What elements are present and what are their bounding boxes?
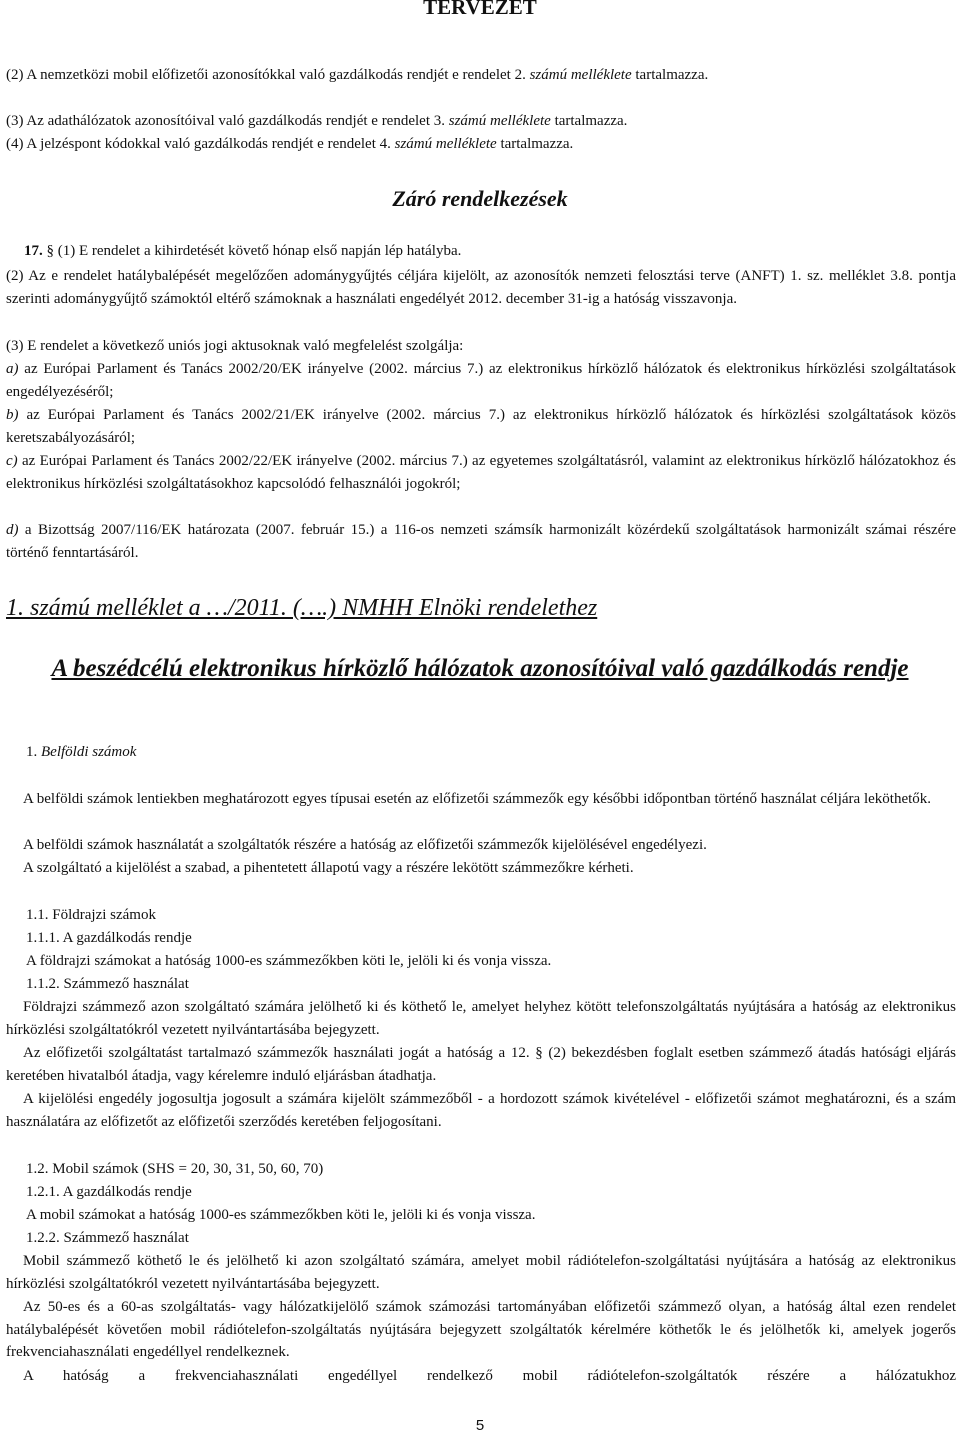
- section-1-paragraph-3: A szolgáltató a kijelölést a szabad, a pihentetett állapotú vagy a részére lekötött számmezőkre kérheti.: [23, 860, 634, 876]
- section-1-1-1-text: A földrajzi számokat a hatóság 1000-es számmezőkben köti le, jelöli ki és vonja vissza.: [26, 953, 552, 969]
- section-17-paragraph-3: (3) E rendelet a következő uniós jogi aktusoknak való megfelelést szolgálja:: [6, 338, 464, 354]
- closing-provisions-heading: Záró rendelkezések: [392, 186, 568, 211]
- section-1-paragraph-2: A belföldi számok használatát a szolgáltatók részére a hatóság az előfizetői számmezők kijelölésével engedélyezi.: [23, 837, 707, 853]
- directive-a: a) az Európai Parlament és Tanács 2002/20/EK irányelve (2002. március 7.) az elektronikus hírközlő hálózatok és elektronikus hírközlési szolgáltatások engedélyezéséről;: [6, 361, 956, 400]
- annex-title: 1. számú melléklet a …/2011. (….) NMHH Elnöki rendelethez: [6, 595, 598, 621]
- section-1-2-1-title: 1.2.1. A gazdálkodás rendje: [26, 1184, 192, 1200]
- section-1-1-2-paragraph-2: Az előfizetői szolgáltatást tartalmazó számmezők használati jogát a hatóság a 12. § (2) bekezdésben foglalt esetben számmező átadás hatósági eljárás keretében hivatalból átadja, vagy kérelemre induló eljárásban átadhatja.: [6, 1045, 956, 1084]
- section-1-2-2-paragraph-2: Az 50-es és a 60-as szolgáltatás- vagy hálózatkijelölő számok számozási tartományában előfizetői számmező olyan, a hatóság által ezen rendelet hatálybalépését követően mobil rádiótelefon-szolgáltatás nyújtására bejegyzett szolgáltatók kérelmére köthetők le és jelölhetők ki, amelyek jogerős frekvenciahasználati engedéllyel rendelkeznek.: [6, 1299, 956, 1360]
- section-1-2-1-text: A mobil számokat a hatóság 1000-es számmezőkben köti le, jelöli ki és vonja vissza.: [26, 1207, 536, 1223]
- section-1-2-2-paragraph-3: A hatóság a frekvenciahasználati engedéllyel rendelkező mobil rádiótelefon-szolgáltatók részére a hálózatukhoz: [23, 1368, 956, 1384]
- section-1-1-1-title: 1.1.1. A gazdálkodás rendje: [26, 930, 192, 946]
- directive-c: c) az Európai Parlament és Tanács 2002/22/EK irányelve (2002. március 7.) az egyetemes szolgáltatásról, valamint az elektronikus hírközlő hálózatokhoz és elektronikus hírközlési szolgáltatásokhoz kapcsolódó felhasználói jogokról;: [6, 453, 956, 492]
- section-17-paragraph-2: (2) Az e rendelet hatálybalépését megelőzően adománygyűjtés céljára kijelölt, az azonosítók nemzeti felosztási terve (ANFT) 1. sz. melléklet 3.8. pontja szerinti adománygyűjtő számoktól eltérő számoknak a használati engedélyét 2012. december 31-ig a hatóság visszavonja.: [6, 268, 956, 307]
- paragraph-4: (4) A jelzéspont kódokkal való gazdálkodás rendjét e rendelet 4. számú melléklete tartalmazza.: [6, 136, 574, 152]
- paragraph-3: (3) Az adathálózatok azonosítóival való gazdálkodás rendjét e rendelet 3. számú melléklete tartalmazza.: [6, 113, 628, 129]
- directive-b: b) az Európai Parlament és Tanács 2002/21/EK irányelve (2002. március 7.) az elektronikus hírközlő hálózatok és hírközlési szolgáltatások közös keretszabályozásáról;: [6, 407, 956, 446]
- section-1-paragraph-1: A belföldi számok lentiekben meghatározott egyes típusai esetén az előfizetői számmezők egy későbbi időpontban történő használat céljára leköthetők.: [23, 791, 932, 807]
- draft-header: TERVEZET: [423, 0, 537, 19]
- section-1-1-2-title: 1.1.2. Számmező használat: [26, 976, 189, 992]
- paragraph-2: (2) A nemzetközi mobil előfizetői azonosítókkal való gazdálkodás rendjét e rendelet 2. számú melléklete tartalmazza.: [6, 67, 709, 83]
- section-1-1-title: 1.1. Földrajzi számok: [26, 907, 156, 923]
- section-1-title: 1. Belföldi számok: [26, 744, 137, 760]
- section-1-1-2-paragraph-3: A kijelölési engedély jogosultja jogosult a számára kijelölt számmezőből - a hordozott számok kivételével - előfizetői számot meghatározni, és a szám használatára az előfizetőt az előfizetői szerződés keretében feljogosítani.: [6, 1091, 956, 1130]
- page-number: 5: [475, 1417, 485, 1434]
- section-1-2-title: 1.2. Mobil számok (SHS = 20, 30, 31, 50, 60, 70): [26, 1161, 324, 1177]
- section-1-2-2-paragraph-1: Mobil számmező köthető le és jelölhető ki azon szolgáltató számára, amelyet mobil rádiótelefon-szolgáltatási nyújtására a hatóság az elektronikus hírközlési szolgáltatókról vezetett nyilvántartásába bejegyzett.: [6, 1253, 956, 1292]
- directive-d: d) a Bizottság 2007/116/EK határozata (2007. február 15.) a 116-os nemzeti számsík harmonizált közérdekű szolgáltatások harmonizált számai részére történő fenntartásáról.: [6, 522, 956, 561]
- annex-subtitle: A beszédcélú elektronikus hírközlő hálózatok azonosítóival való gazdálkodás rendje: [51, 655, 909, 682]
- section-17-paragraph-1: 17. § (1) E rendelet a kihirdetését követő hónap első napján lép hatályba.: [24, 243, 462, 259]
- section-1-1-2-paragraph-1: Földrajzi számmező azon szolgáltató számára jelölhető ki és köthető le, amelyet helyhez kötött telefonszolgáltatás nyújtására a hatóság az elektronikus hírközlési szolgáltatókról vezetett nyilvántartásába bejegyzett.: [6, 999, 956, 1038]
- section-1-2-2-title: 1.2.2. Számmező használat: [26, 1230, 189, 1246]
